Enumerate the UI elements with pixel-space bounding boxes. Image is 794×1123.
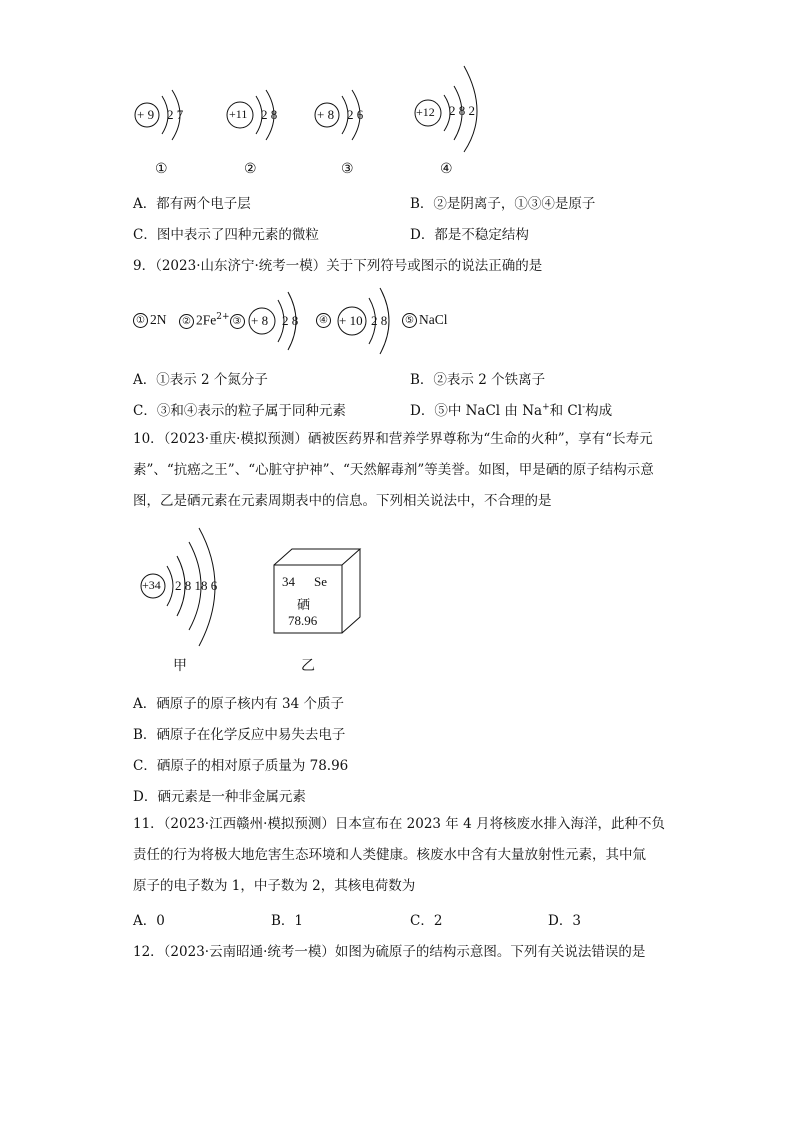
q10-option-d[interactable]: D．硒元素是一种非金属元素 [133, 789, 306, 805]
electron-shells: 2 8 [371, 313, 388, 328]
q9-item-2: ② $2Fe^{2+}$ ③ [179, 312, 247, 329]
periodic-table-cell [272, 547, 364, 635]
electron-shells: 2 8 2 [449, 103, 475, 118]
nucleus-charge: + 9 [137, 107, 155, 122]
q11-option-d[interactable]: D．3 [548, 913, 581, 929]
q11-option-c[interactable]: C．2 [410, 913, 443, 929]
q11-option-a[interactable]: A．0 [133, 913, 165, 929]
q9-item-5: ⑤ NaCl [402, 312, 448, 328]
nucleus-charge: + 10 [339, 313, 363, 328]
q11-option-b[interactable]: B．1 [271, 913, 304, 929]
atomic-number: 34 [282, 574, 295, 589]
electron-shells: 2 8 18 6 [175, 578, 218, 593]
q9-stem: 9．（2023·山东济宁·统考一模）关于下列符号或图示的说法正确的是 [133, 258, 543, 274]
diagram-label-4: ④ [440, 161, 453, 177]
electron-shells: 2 6 [347, 107, 364, 122]
q10-option-c[interactable]: C．硒原子的相对原子质量为 78.96 [133, 758, 349, 774]
q11-stem: 11．（2023·江西赣州·模拟预测）日本宣布在 2023 年 4 月将核废水排入海洋，此种不负 责任的行为将极大地危害生态环境和人类健康。核废水中含有大量放射性元素，其中氚 原子的电子数为 1，中子数为 2，其核电荷数为 [133, 816, 665, 894]
q9-option-d[interactable]: D．⑤中 NaCl 由 Na+和 Cl-构成 [410, 402, 613, 419]
label-yi: 乙 [301, 658, 315, 674]
selenium-atom-diagram [133, 524, 243, 658]
cube-frame-icon [272, 547, 364, 635]
nucleus-charge: + 8 [251, 313, 269, 328]
q9-item-4-label: ④ [316, 312, 333, 328]
atom-diagram-4 [410, 62, 500, 156]
q10-stem: 10．（2023·重庆·模拟预测）硒被医药界和营养学界尊称为“生命的火种”，享有“长寿元 素”、“抗癌之王”、“心脏守护神”、“天然解毒剂”等美誉。如图，甲是硒的原子结构示意 图，乙是硒元素在元素周期表中的信息。下列相关说法中，不合理的是 [133, 431, 654, 509]
element-name: 硒 [297, 598, 311, 613]
atom-diagram-3 [312, 88, 382, 152]
electron-shells: 2 8 [282, 313, 299, 328]
q9-atom-diagram-4 [334, 286, 404, 360]
q9-option-a[interactable]: A．①表示 2 个氮分子 [133, 372, 268, 388]
q8-option-a[interactable]: A．都有两个电子层 [133, 196, 251, 212]
atom-diagram-2 [223, 88, 293, 152]
q10-option-b[interactable]: B．硒原子在化学反应中易失去电子 [133, 727, 346, 743]
q9-atom-diagram-3 [244, 290, 314, 358]
q12-stem: 12．（2023·云南昭通·统考一模）如图为硫原子的结构示意图。下列有关说法错误的是 [133, 944, 646, 960]
diagram-label-2: ② [244, 161, 257, 177]
q8-option-c[interactable]: C．图中表示了四种元素的微粒 [133, 227, 319, 243]
q9-item-1: ① 2N [133, 312, 167, 328]
diagram-label-1: ① [155, 161, 168, 177]
label-jia: 甲 [173, 658, 187, 674]
q9-option-c[interactable]: C．③和④表示的粒子属于同种元素 [133, 403, 346, 419]
q9-option-b[interactable]: B．②表示 2 个铁离子 [410, 372, 546, 388]
q8-option-d[interactable]: D．都是不稳定结构 [410, 227, 529, 243]
nucleus-charge: +34 [142, 578, 161, 592]
electron-shells: 2 8 [261, 107, 278, 122]
element-symbol: Se [314, 574, 327, 589]
q10-option-a[interactable]: A．硒原子的原子核内有 34 个质子 [133, 696, 345, 712]
atom-diagram-1 [132, 88, 202, 152]
diagram-label-3: ③ [341, 161, 354, 177]
nucleus-charge: +11 [229, 107, 248, 121]
nucleus-charge: + 8 [317, 107, 335, 122]
atomic-mass: 78.96 [288, 613, 318, 628]
electron-shells: 2 7 [167, 107, 184, 122]
nucleus-charge: +12 [416, 105, 435, 119]
q8-option-b[interactable]: B．②是阴离子，①③④是原子 [410, 196, 596, 212]
